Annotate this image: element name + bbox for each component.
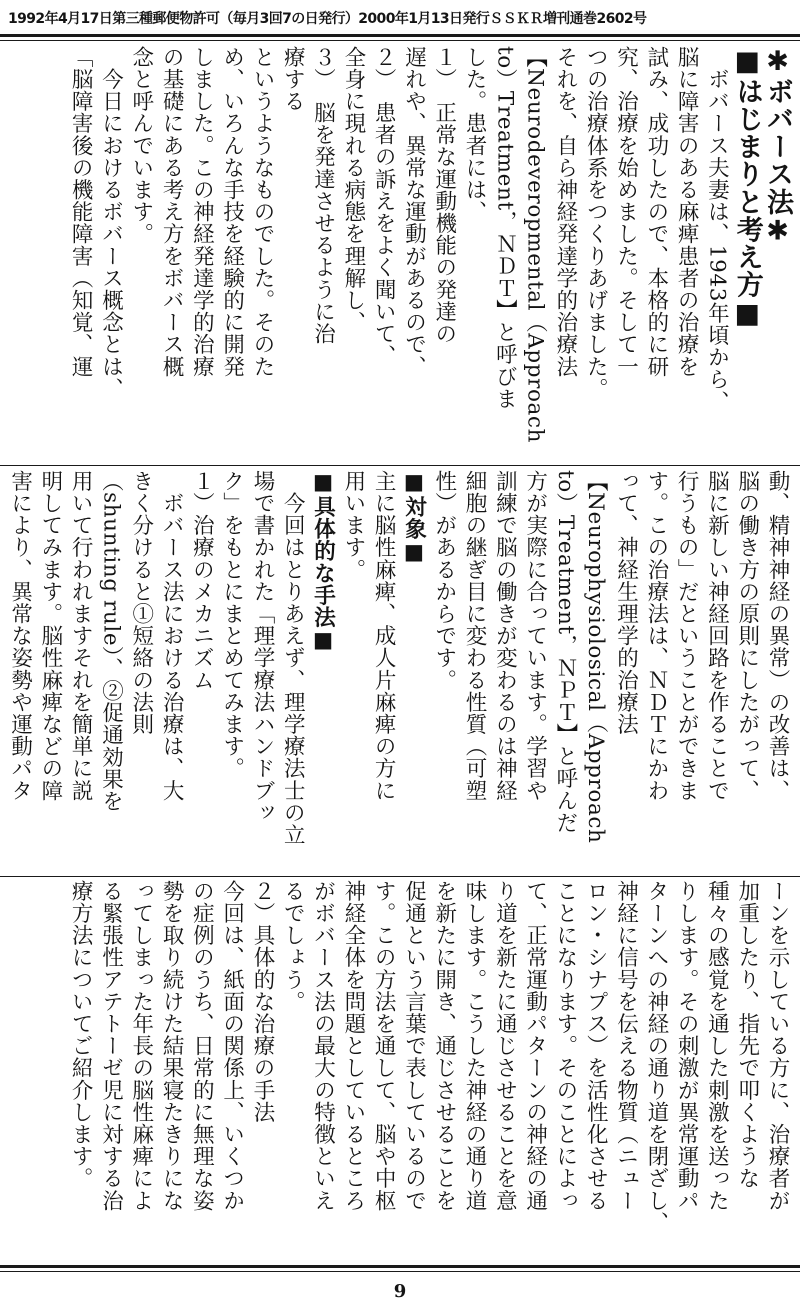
text-column: 種々の感覚を通した刺激を送った xyxy=(704,880,730,1212)
text-column: 試み、成功したので、本格的に研 xyxy=(643,46,669,378)
text-column: 行うもの」だということができま xyxy=(674,470,700,802)
text-column: 促通という言葉で表しているので xyxy=(401,880,427,1212)
text-column: ボバース夫妻は、1943年頃から、 xyxy=(704,46,730,413)
header-rule-thick xyxy=(0,34,800,37)
text-column: 今日におけるボバース概念とは、 xyxy=(98,46,124,400)
text-column: ロン・シナプス）を活性化させる xyxy=(583,880,609,1212)
text-column: 脳に新しい神経回路を作ることで xyxy=(704,470,730,802)
article-section-2 xyxy=(0,470,800,872)
article-section-1 xyxy=(0,46,800,460)
text-column: 療する xyxy=(280,46,306,113)
text-column: す。この方法を通して、脳や中枢 xyxy=(371,880,397,1212)
text-column: の症例のうち、日常的に無理な姿 xyxy=(189,880,215,1212)
text-column: りします。その刺激が異常運動パ xyxy=(674,880,700,1212)
text-column: ことになります。そのことによっ xyxy=(552,880,578,1212)
text-column: 性）があるからです。 xyxy=(431,470,457,691)
text-column: 今回はとりあえず、理学療法士の立 xyxy=(280,470,306,846)
text-column: を新たに開き、通じさせることを xyxy=(431,880,457,1212)
text-column: 「脳障害後の機能障害（知覚、運 xyxy=(68,46,94,378)
text-column: 勢を取り続けた結果寝たきりにな xyxy=(159,880,185,1212)
article-title: ✱ボバース法✱ xyxy=(762,46,793,248)
text-column: 動、精神神経の異常）の改善は、 xyxy=(765,470,790,802)
text-column: ってしまった年長の脳性麻痺によ xyxy=(128,880,154,1212)
article-section-3 xyxy=(0,880,800,1260)
text-column: 訓練で脳の働きが変わるのは神経 xyxy=(492,470,518,802)
text-column: 用いて行われますそれを簡単に説 xyxy=(68,470,94,802)
text-column: 脳に障害のある麻痺患者の治療を xyxy=(674,46,700,378)
text-column: 主に脳性麻痺、成人片麻痺の方に xyxy=(371,470,397,802)
text-column: 味します。こうした神経の通り道 xyxy=(462,880,488,1212)
page-number: 9 xyxy=(393,1281,407,1302)
text-column: 明してみます。脳性麻痺などの障 xyxy=(37,470,63,802)
text-column: ボバース法における治療は、大 xyxy=(159,470,185,802)
text-column: 遅れや、異常な運動があるので、 xyxy=(401,46,427,378)
text-column: 今回は、紙面の関係上、いくつか xyxy=(219,880,245,1212)
text-column: 害により、異常な姿勢や運動パタ xyxy=(7,470,33,802)
text-column: きく分けると①短絡の法則 xyxy=(128,470,154,736)
text-column: した。患者には、 xyxy=(462,46,488,223)
text-column: 究、治療を始めました。そして一 xyxy=(613,46,639,378)
text-column: ーンを示している方に、治療者が xyxy=(765,880,790,1212)
text-column: ク」をもとにまとめてみます。 xyxy=(219,470,245,780)
text-column: 神経全体を問題としているところ xyxy=(340,880,366,1212)
text-column: の基礎にある考え方をボバース概 xyxy=(159,46,185,378)
text-column: １） 正常な運動機能の発達の xyxy=(431,46,457,345)
text-column: 神経に信号を伝える物質（ニュー xyxy=(613,880,639,1212)
text-column: 療方法についてご紹介します。 xyxy=(68,880,94,1190)
text-column: ２） 患者の訴えをよく聞いて、 xyxy=(371,46,397,367)
header-rule-thin xyxy=(0,40,800,41)
text-column: す。この治療法は、ＮＤＴにかわ xyxy=(643,470,669,802)
text-column: １）治療のメカニズム xyxy=(189,470,215,691)
text-column: しました。この神経発達学的治療 xyxy=(189,46,215,378)
text-column: って、神経生理学的治療法 xyxy=(613,470,639,736)
text-column: るでしょう。 xyxy=(280,880,306,1013)
text-column: （shunting rule）、②促通効果を xyxy=(98,470,124,813)
text-column: というようなものでした。そのた xyxy=(249,46,275,378)
section-2-text xyxy=(4,470,792,872)
text-column: つの治療体系をつくりあげました。 xyxy=(583,46,609,400)
text-column: 方が実際に合っています。学習や xyxy=(522,470,548,802)
text-column: ２）具体的な治療の手法 xyxy=(249,880,275,1124)
text-column: 全身に現れる病態を理解し、 xyxy=(340,46,366,334)
text-column: それを、自ら神経発達学的治療法 xyxy=(552,46,578,378)
text-column: る緊張性アテトーゼ児に対する治 xyxy=(98,880,124,1212)
text-column: 【Neurodeveropmental（Approach xyxy=(522,46,548,444)
text-column: め、いろんな手技を経験的に開発 xyxy=(219,46,245,378)
page-header: 1992年4月17日第三種郵便物許可（毎月3回7の日発行）2000年1月13日発行ＳＳＫＲ増刊通巻2602号 xyxy=(8,11,647,27)
section-1-text xyxy=(65,46,792,460)
text-column: て、正常運動パターンの神経の通 xyxy=(522,880,548,1212)
text-column: 【Neurophysiolosical（Approach xyxy=(583,470,609,844)
text-column: ■具体的な手法■ xyxy=(310,470,336,654)
section-divider xyxy=(0,876,800,877)
text-column: ３） 脳を発達させるように治 xyxy=(310,46,336,345)
section-divider xyxy=(0,465,800,466)
text-column: 脳の働き方の原則にしたがって、 xyxy=(734,470,760,802)
article-subtitle: ■はじまりと考え方■ xyxy=(731,46,763,330)
section-3-text xyxy=(65,880,792,1260)
text-column: 細胞の継ぎ目に変わる性質（可塑 xyxy=(462,470,488,802)
text-column: to）Treatment，ＮＤＴ】と呼びま xyxy=(492,46,518,410)
text-column: 加重したり、指先で叩くような xyxy=(734,880,760,1190)
text-column: ■対象■ xyxy=(401,470,427,566)
text-column: がボバース法の最大の特徴といえ xyxy=(310,880,336,1212)
text-column: ターンへの神経の通り道を閉ざし、 xyxy=(643,880,669,1234)
text-column: 場で書かれた「理学療法ハンドブッ xyxy=(249,470,275,824)
text-column: 念と呼んでいます。 xyxy=(128,46,154,245)
footer-rule-thick xyxy=(0,1265,800,1268)
text-column: to）Treatment，ＮＰＴ】と呼んだ xyxy=(552,470,578,834)
footer-rule-thin xyxy=(0,1271,800,1272)
text-column: 用います。 xyxy=(340,470,366,581)
text-column: り道を新たに通じさせることを意 xyxy=(492,880,518,1212)
